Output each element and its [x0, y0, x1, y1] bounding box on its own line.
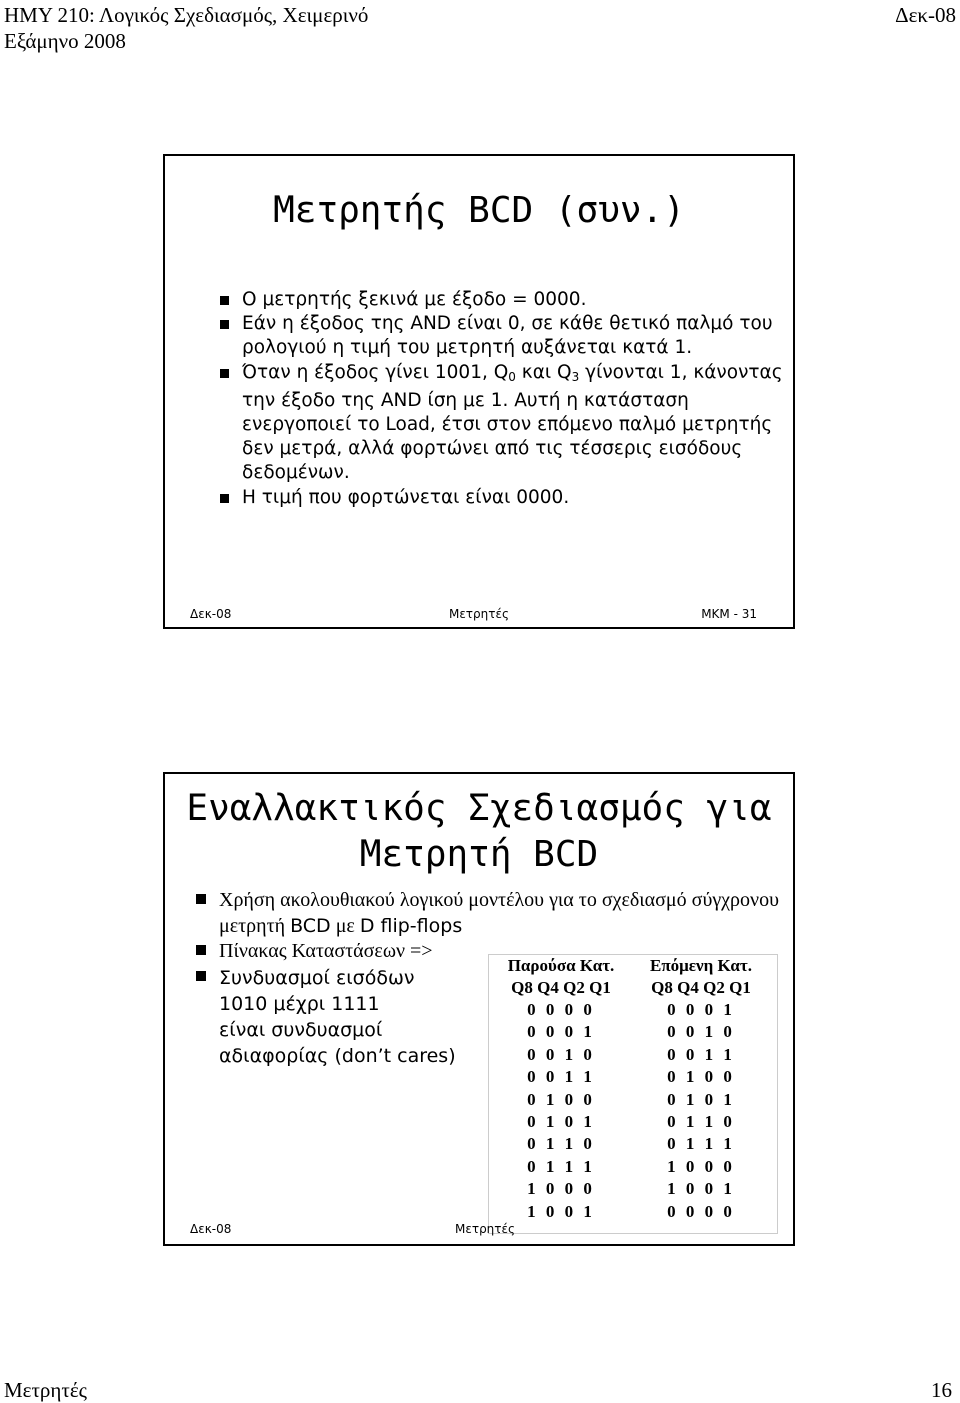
bullet-text-sans: BCD	[290, 914, 331, 937]
slide-footer-topic: Μετρητές	[448, 607, 510, 621]
bullet-text-line: αδιαφορίας (don’t cares)	[219, 1044, 456, 1067]
bullet-text-sans: D flip-flops	[359, 914, 463, 937]
state-row: 0 0 0 0	[667, 1201, 735, 1221]
bullet-item	[191, 888, 781, 939]
bullet-list	[205, 288, 785, 510]
state-row: 0 1 0 1	[527, 1111, 595, 1131]
state-row: 0 1 1 0	[667, 1111, 735, 1131]
state-row: 0 1 0 0	[527, 1089, 595, 1109]
square-bullet-icon	[196, 945, 206, 955]
bullet-text: Χρήση ακολουθιακού λογικού μοντέλου για το σχεδιασμό σύγχρονου μετρητή	[219, 889, 779, 937]
state-row: 0 1 0 1	[667, 1089, 735, 1109]
present-state-rows	[491, 999, 631, 1223]
present-state-header: Παρούσα Κατ.	[507, 956, 615, 975]
bullet-text-line: Συνδυασμοί εισόδων	[219, 966, 415, 989]
state-row: 0 1 0 0	[667, 1067, 735, 1087]
bullet-text: Εάν η έξοδος της AND είναι 0, σε κάθε θετικό παλμό του ρολογιού η τιμή του μετρητή αυξάνεται κατά 1.	[242, 313, 773, 359]
page-footer-topic: Μετρητές	[4, 1378, 87, 1402]
page-header-course	[4, 2, 368, 54]
state-row: 0 1 1 1	[667, 1134, 735, 1154]
square-bullet-icon	[220, 494, 229, 503]
slide-footer-topic: Μετρητές	[455, 1222, 516, 1236]
bullet-text: Ο μετρητής ξεκινά με έξοδο = 0000.	[242, 289, 587, 310]
course-title-line2: Εξάμηνο 2008	[4, 29, 126, 53]
square-bullet-icon	[196, 894, 206, 904]
slide-alternative-bcd-design	[163, 772, 795, 1246]
square-bullet-icon	[196, 971, 206, 981]
bullet-text-part: Όταν η έξοδος γίνει 1001, Q	[242, 361, 509, 383]
state-row: 0 0 0 0	[527, 1000, 595, 1019]
state-row: 0 0 1 1	[667, 1044, 735, 1064]
slide-footer-number: ΜΚΜ - 31	[701, 607, 757, 621]
state-row: 1 0 0 0	[667, 1156, 735, 1176]
state-row: 0 0 0 1	[667, 1000, 735, 1019]
bullet-item	[205, 361, 785, 486]
slide-footer-date: Δεκ-08	[190, 607, 232, 621]
bullet-text-part: και Q	[515, 361, 572, 383]
square-bullet-icon	[220, 369, 229, 378]
slide-title-line2: Μετρητή BCD	[359, 834, 599, 875]
state-row: 1 0 0 1	[667, 1179, 735, 1199]
course-title-line1: ΗΜΥ 210: Λογικός Σχεδιασμός, Χειμερινό	[4, 3, 369, 27]
present-state-column	[491, 955, 631, 1223]
slide-bcd-counter-cont	[163, 154, 795, 629]
slide-title: Μετρητής BCD (συν.)	[273, 190, 685, 231]
state-row: 0 0 1 1	[527, 1067, 595, 1087]
bullet-text-line: 1010 μέχρι 1111	[219, 992, 380, 1015]
bullet-text: Η τιμή που φορτώνεται είναι 0000.	[242, 486, 570, 508]
state-table	[488, 954, 778, 1234]
bits-header: Q8 Q4 Q2 Q1	[511, 978, 611, 997]
page-header-date: Δεκ-08	[895, 3, 956, 27]
state-row: 0 0 1 0	[527, 1044, 595, 1064]
bullet-item	[205, 486, 785, 510]
subscript: 3	[571, 369, 580, 384]
square-bullet-icon	[220, 296, 229, 305]
next-state-column	[631, 955, 771, 1223]
bits-header: Q8 Q4 Q2 Q1	[651, 978, 751, 997]
bullet-text: Πίνακας Καταστάσεων =>	[219, 940, 433, 962]
square-bullet-icon	[220, 320, 229, 329]
state-row: 1 0 0 0	[527, 1179, 595, 1199]
subscript: 0	[508, 369, 516, 384]
bullet-item	[205, 288, 785, 312]
state-row: 1 0 0 1	[527, 1201, 595, 1221]
page-number: 16	[931, 1378, 952, 1402]
slide-footer-date: Δεκ-08	[190, 1222, 232, 1236]
bullet-text-part: γίνονται 1, κάνοντας την έξοδο της AND ίση με 1. Αυτή η κατάσταση ενεργοποιεί το Load, έτσι στον επόμενο παλμό μετρητής δεν μετρά, αλλά φορτώνει από τις τέσσερις εισόδους δεδομένων.	[242, 361, 783, 484]
state-row: 0 1 1 0	[527, 1134, 595, 1154]
next-state-header: Επόμενη Κατ.	[649, 956, 753, 975]
bullet-text-line: είναι συνδυασμοί	[219, 1018, 383, 1041]
state-row: 0 1 1 1	[527, 1156, 595, 1176]
bullet-item	[205, 312, 785, 360]
state-row: 0 0 1 0	[667, 1022, 735, 1042]
state-row: 0 0 0 1	[527, 1022, 595, 1042]
slide-title-line1: Εναλλακτικός Σχεδιασμός για	[186, 788, 772, 829]
bullet-text: με	[330, 914, 360, 937]
next-state-rows	[631, 999, 771, 1223]
